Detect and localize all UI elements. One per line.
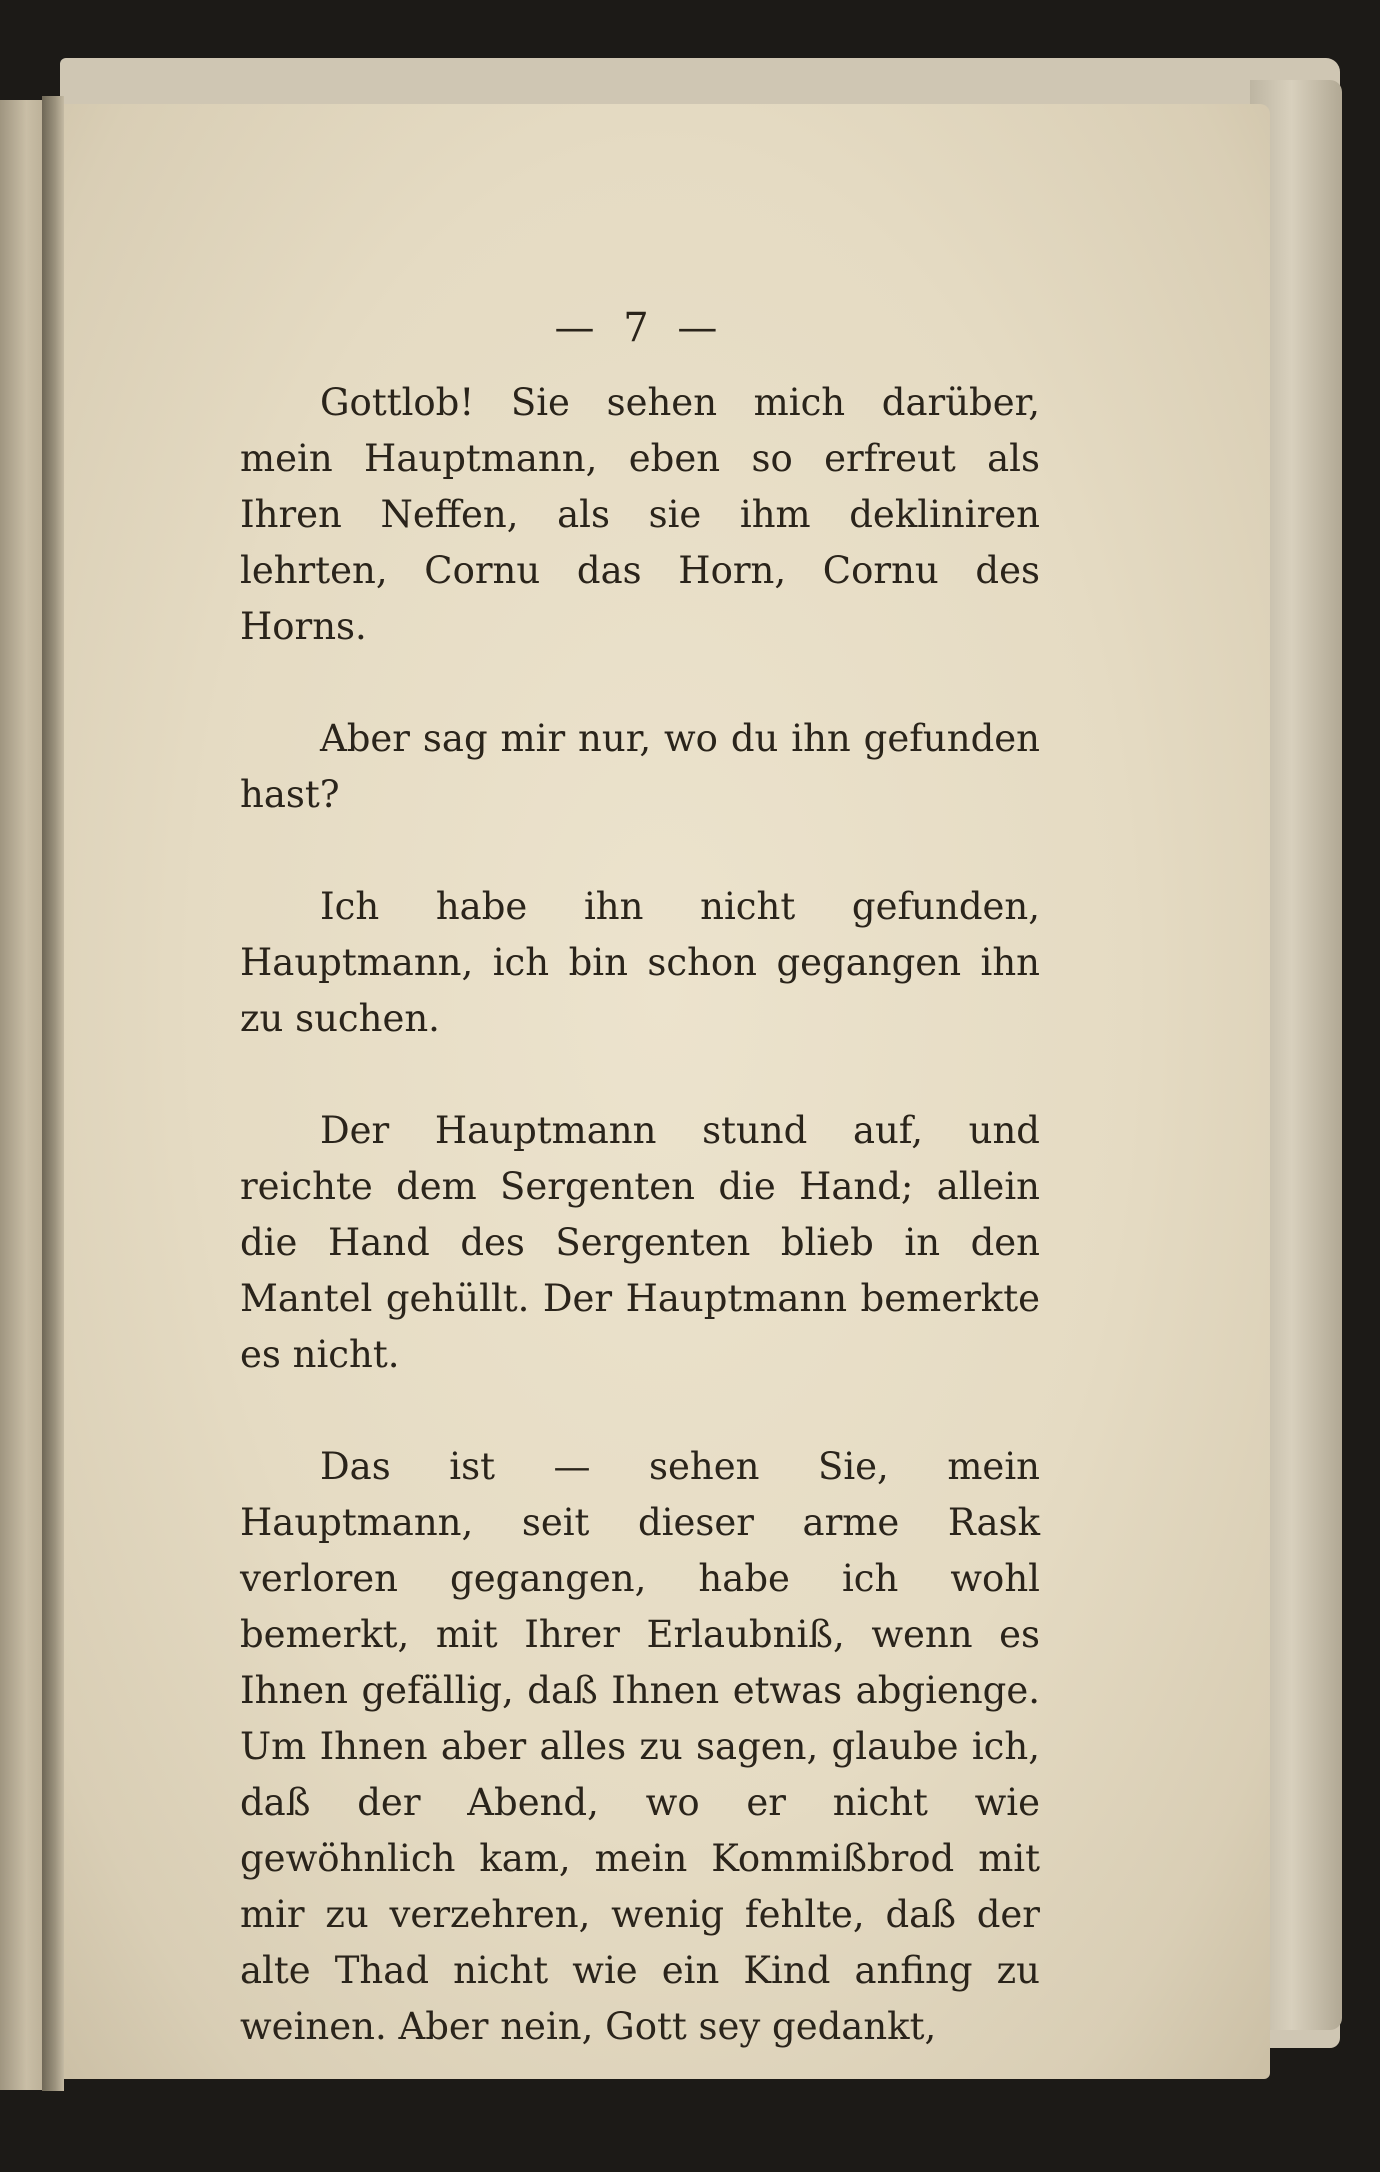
facing-page-edge (0, 100, 48, 2090)
book-gutter (42, 96, 64, 2091)
page-body (240, 295, 1040, 2055)
paragraph: Das ist — sehen Sie, mein Hauptmann, seit dieser arme Rask verloren gegangen, habe ich wohl bemerkt, mit Ihrer Erlaubniß, wenn es Ihnen gefällig, daß Ihnen etwas abgienge. Um Ihnen aber alles zu sagen, glaube ich, daß der Abend, wo er nicht wie gewöhnlich kam, mein Kommißbrod mit mir zu verzehren, wenig fehlte, daß der alte Thad nicht wie ein Kind anfing zu weinen. Aber nein, Gott sey gedankt, (240, 1445, 1040, 2048)
page-number: — 7 — (554, 305, 726, 351)
paragraph: Der Hauptmann stund auf, und reichte dem Sergenten die Hand; allein die Hand des Sergenten blieb in den Mantel gehüllt. Der Hauptmann bemerkte es nicht. (240, 1109, 1040, 1376)
paragraph: Gottlob! Sie sehen mich darüber, mein Hauptmann, eben so erfreut als Ihren Neffen, als sie ihm dekliniren lehrten, Cornu das Horn, Cornu des Horns. (240, 381, 1040, 648)
paragraph: Aber sag mir nur, wo du ihn gefunden hast? (240, 717, 1040, 816)
paragraph: Ich habe ihn nicht gefunden, Hauptmann, ich bin schon gegangen ihn zu suchen. (240, 885, 1040, 1040)
